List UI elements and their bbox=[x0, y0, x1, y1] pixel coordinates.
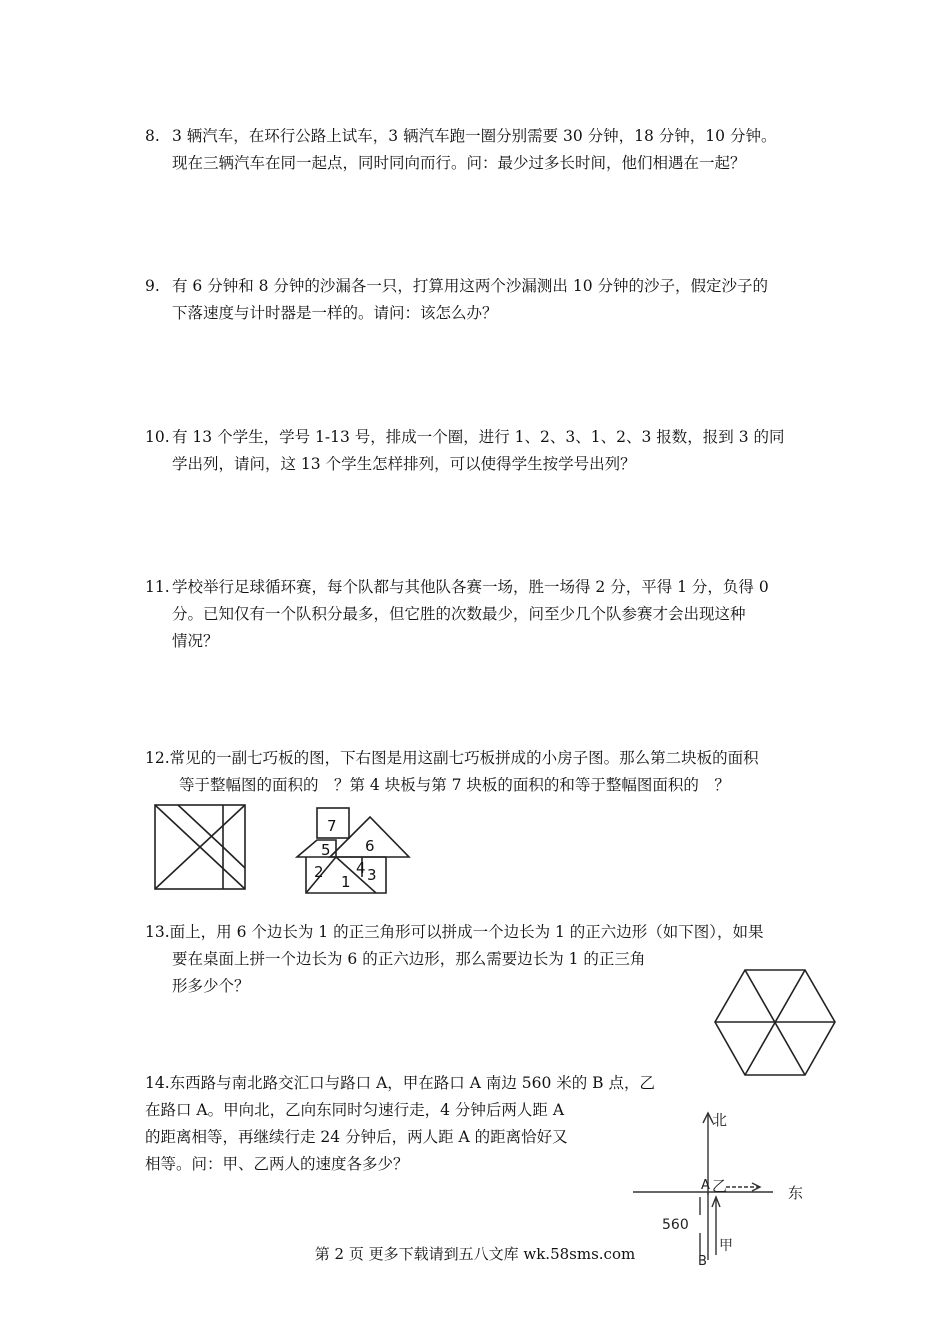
question-text-line: 12.常见的一副七巧板的图，下右图是用这副七巧板拼成的小房子图。那么第二块板的面积 bbox=[145, 749, 759, 767]
question-text-line: 相等。问：甲、乙两人的速度各多少？ bbox=[145, 1155, 409, 1173]
question-8 bbox=[145, 123, 810, 177]
tangram-square-figure bbox=[150, 800, 250, 892]
question-number: 11. bbox=[145, 578, 170, 596]
question-10 bbox=[145, 424, 810, 478]
question-text-line: 形多少个？ bbox=[172, 977, 250, 995]
tangram-label-7: 7 bbox=[327, 817, 337, 835]
north-label: 北 bbox=[712, 1111, 728, 1129]
question-text-line: 的距离相等，再继续行走 24 分钟后，两人距 A 的距离恰好又 bbox=[145, 1128, 568, 1146]
tangram-label-1: 1 bbox=[341, 873, 351, 891]
question-number: 9. bbox=[145, 277, 160, 295]
question-text-line: 要在桌面上拼一个边长为 6 的正六边形，那么需要边长为 1 的正三角 bbox=[172, 950, 646, 968]
question-14 bbox=[145, 1070, 705, 1178]
tangram-label-2: 2 bbox=[314, 863, 324, 881]
tangram-label-4: 4 bbox=[356, 859, 366, 877]
question-text-line: 14.东西路与南北路交汇口与路口 A，甲在路口 A 南边 560 米的 B 点，乙 bbox=[145, 1074, 656, 1092]
question-12 bbox=[145, 745, 810, 799]
east-label: 东 bbox=[788, 1184, 804, 1202]
jia-label: 甲 bbox=[719, 1238, 733, 1254]
point-a-label: A bbox=[701, 1178, 710, 1193]
question-number: 8. bbox=[145, 127, 160, 145]
tangram-house-figure bbox=[290, 805, 415, 897]
tangram-label-3: 3 bbox=[367, 866, 377, 884]
question-text-line: 学出列，请问，这 13 个学生怎样排列，可以使得学生按学号出列？ bbox=[172, 455, 636, 473]
page-footer: 第 2 页 更多下载请到五八文库 wk.58sms.com bbox=[314, 1245, 636, 1263]
question-text-line: 有 13 个学生，学号 1-13 号，排成一个圈，进行 1、2、3、1、2、3 报数，报到 3 的同 bbox=[172, 428, 785, 446]
yi-label: 乙 bbox=[712, 1177, 728, 1195]
hexagon-figure bbox=[710, 965, 840, 1080]
question-number: 10. bbox=[145, 428, 170, 446]
question-text-line: 在路口 A。甲向北，乙向东同时匀速行走，4 分钟后两人距 A bbox=[145, 1101, 565, 1119]
question-text-line: 3 辆汽车，在环行公路上试车，3 辆汽车跑一圈分别需要 30 分钟，18 分钟，10 分钟。 bbox=[172, 127, 777, 145]
question-text-line: 分。已知仅有一个队积分最多，但它胜的次数最少，问至少几个队参赛才会出现这种 bbox=[172, 605, 746, 623]
question-text-line: 等于整幅图的面积的 ？第 4 块板与第 7 块板的面积的和等于整幅图面积的 ？ bbox=[179, 776, 730, 794]
question-text-line: 有 6 分钟和 8 分钟的沙漏各一只，打算用这两个沙漏测出 10 分钟的沙子，假定沙子的 bbox=[172, 277, 769, 295]
tangram-label-5: 5 bbox=[321, 841, 331, 859]
question-text-line: 13.面上，用 6 个边长为 1 的正三角形可以拼成一个边长为 1 的正六边形（如下图），如果 bbox=[145, 923, 764, 941]
question-9 bbox=[145, 273, 810, 327]
question-text-line: 情况？ bbox=[172, 632, 219, 650]
question-text-line: 现在三辆汽车在同一起点，同时同向而行。问：最少过多长时间，他们相遇在一起？ bbox=[172, 154, 746, 172]
distance-label: 560 bbox=[662, 1217, 689, 1233]
question-11 bbox=[145, 574, 810, 655]
question-text-line: 下落速度与计时器是一样的。请问：该怎么办？ bbox=[172, 304, 498, 322]
crossroad-map-figure bbox=[628, 1105, 818, 1265]
question-text-line: 学校举行足球循环赛，每个队都与其他队各赛一场，胜一场得 2 分，平得 1 分，负得 0 bbox=[172, 578, 769, 596]
tangram-label-6: 6 bbox=[365, 837, 375, 855]
point-b-label: B bbox=[698, 1254, 707, 1265]
